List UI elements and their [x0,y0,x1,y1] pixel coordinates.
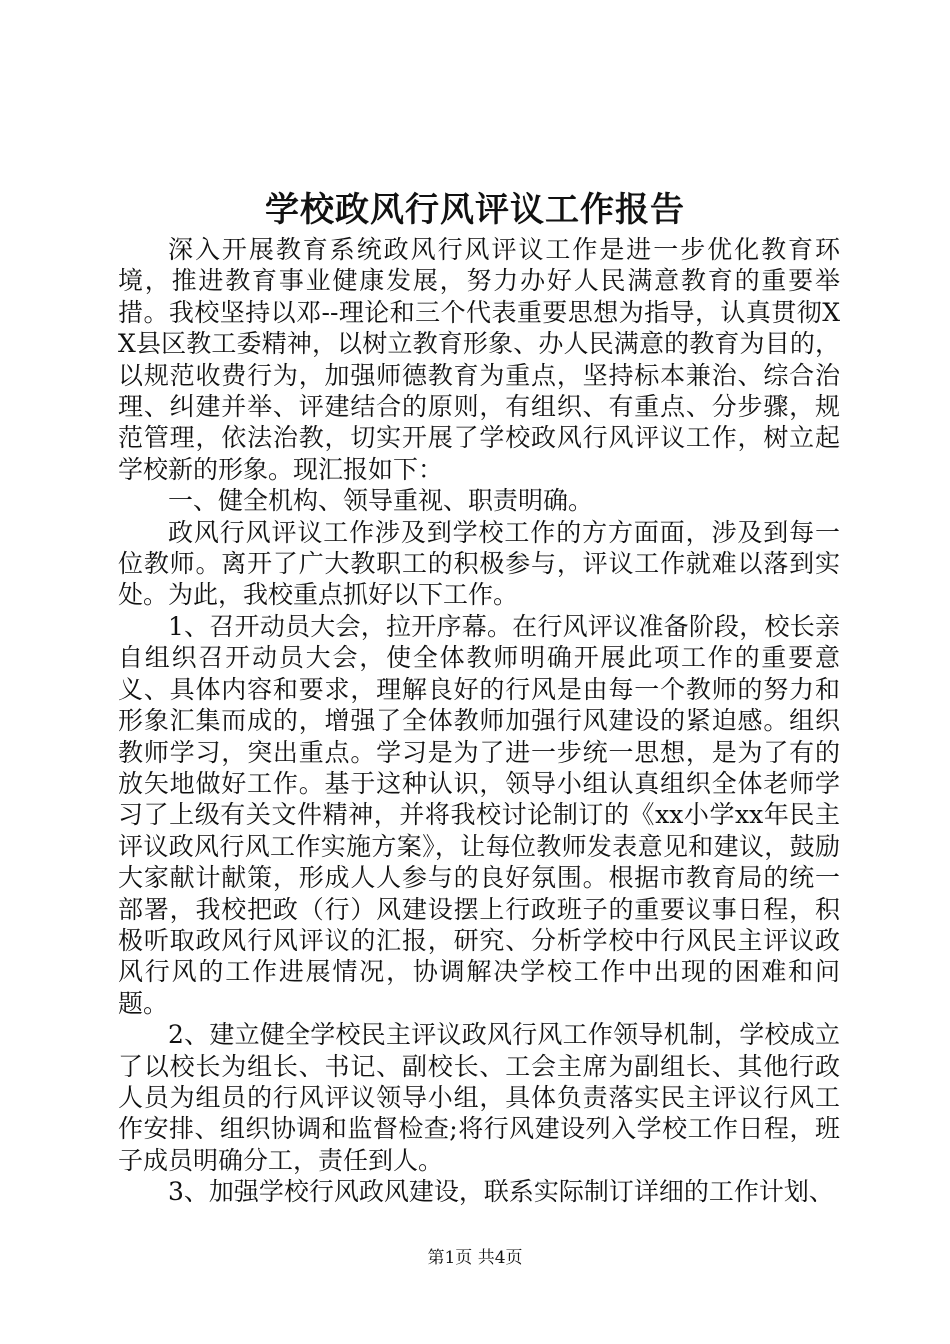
paragraph-item-3: 3、加强学校行风政风建设，联系实际制订详细的工作计划、 [168,1177,834,1207]
document-body [118,234,840,1208]
paragraph-section-1: 政风行风评议工作涉及到学校工作的方方面面，涉及到每一位教师。离开了广大教职工的积极参与，评议工作就难以落到实处。为此，我校重点抓好以下工作。 [118,517,840,610]
section-heading-1: 一、健全机构、领导重视、职责明确。 [168,486,594,516]
paragraph-item-1: 1、召开动员大会，拉开序幕。在行风评议准备阶段，校长亲自组织召开动员大会，使全体教师明确开展此项工作的重要意义、具体内容和要求，理解良好的行风是由每一个教师的努力和形象汇集而成的，增强了全体教师加强行风建设的紧迫感。组织教师学习，突出重点。学习是为了进一步统一思想，是为了有的放矢地做好工作。基于这种认识，领导小组认真组织全体老师学习了上级有关文件精神，并将我校讨论制订的《xx小学xx年民主评议政风行风工作实施方案》，让每位教师发表意见和建议，鼓励大家献计献策，形成人人参与的良好氛围。根据市教育局的统一部署，我校把政（行）风建设摆上行政班子的重要议事日程，积极听取政风行风评议的汇报，研究、分析学校中行风民主评议政风行风的工作进展情况，协调解决学校工作中出现的困难和问题。 [118,611,840,1018]
document-title: 学校政风行风评议工作报告 [265,190,685,230]
paragraph-item-2: 2、建立健全学校民主评议政风行风工作领导机制，学校成立了以校长为组长、书记、副校长、工会主席为副组长、其他行政人员为组员的行风评议领导小组，具体负责落实民主评议行风工作安排、组织协调和监督检查;将行风建设列入学校工作日程，班子成员明确分工，责任到人。 [118,1020,840,1175]
page-number-footer: 第1页 共4页 [427,1248,523,1268]
paragraph-intro: 深入开展教育系统政风行风评议工作是进一步优化教育环境，推进教育事业健康发展，努力办好人民满意教育的重要举措。我校坚持以邓--理论和三个代表重要思想为指导，认真贯彻XX县区教工委精神，以树立教育形象、办人民满意的教育为目的，以规范收费行为，加强师德教育为重点，坚持标本兼治、综合治理、纠建并举、评建结合的原则，有组织、有重点、分步骤，规范管理，依法治教，切实开展了学校政风行风评议工作，树立起学校新的形象。现汇报如下： [118,235,840,484]
